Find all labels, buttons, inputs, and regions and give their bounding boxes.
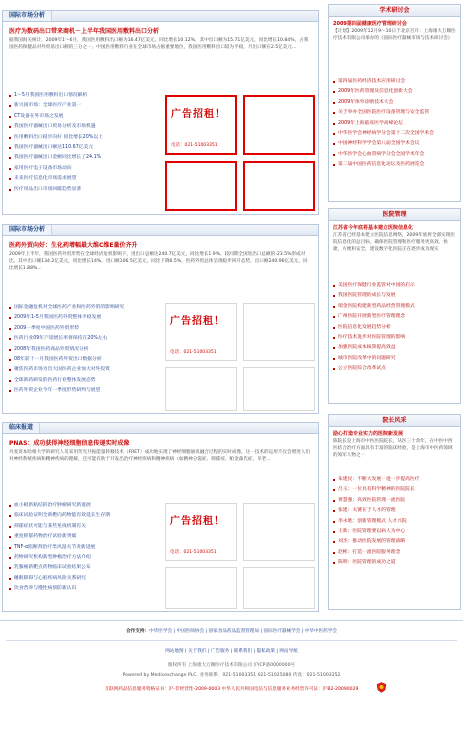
list-item[interactable]: 我国医院管理的成长与发展 [331, 291, 459, 301]
footer-partner-links[interactable]: 中华医学会 | 中国医师协会 | 国家食品药品监督管理局 | 国际医疗器械学会 | 中华中医药学会 [149, 629, 337, 634]
trade-list [7, 303, 157, 397]
list-item[interactable]: 吕玉：一位具有科学精神的医院院长 [331, 485, 459, 495]
clinical-header [3, 423, 318, 434]
list-item[interactable]: 2009年体外诊断技术大会 [331, 98, 459, 108]
market-header [3, 11, 318, 22]
hospital-headline[interactable]: 江苏省今年底将基本建立医院信息化 [333, 225, 414, 231]
list-item[interactable]: 广州医院开展新型医疗管理理念 [331, 312, 459, 322]
trade-headline[interactable]: 医药外贸向好：生化药增幅最大维C维E量价齐升 [9, 242, 138, 249]
hospital-blurb: 江苏省已经基本建立医院信息网络，2009年底将全部实现医院信息化的总目标，确保医院管理和医疗服务更高效、快捷、方便和安全，建设数字化医院正在逐步成为现实 [333, 233, 455, 252]
ad-slot-empty[interactable] [243, 303, 315, 361]
news-headline[interactable]: 2009第四届健康医疗管理研讨会 [333, 21, 407, 27]
clinical-headline[interactable]: PNAS：成功获得神经细胞信息传递实时成像 [9, 440, 130, 447]
list-item[interactable]: 医药行业09年产销增长率将保持在20%左右 [7, 334, 157, 344]
expert-title: 院长风采 [329, 415, 460, 427]
list-item[interactable]: 美国医疗保健行业监管对中国的启示 [331, 281, 459, 291]
ad-slot[interactable] [165, 503, 237, 561]
list-item[interactable]: 重度抑郁药物治疗试验新突破 [7, 532, 157, 542]
list-item[interactable]: 城市医院改革中的问题研究 [331, 354, 459, 364]
ad-slot-empty[interactable] [243, 161, 315, 211]
list-item[interactable]: 赵彬：打造一流医院服务理念 [331, 548, 459, 558]
list-item[interactable]: 临床试验证明全新靶向药物能有效延长生存期 [7, 511, 157, 521]
clinical-list [7, 501, 157, 595]
ad-phone: 电话：021-51003351 [170, 550, 217, 555]
news-title: 学术研讨会 [329, 5, 460, 17]
trade-panel [2, 224, 319, 414]
list-item[interactable]: 睡眠障碍与心脏疾病风险关系研究 [7, 574, 157, 584]
list-item[interactable]: 我国医疗器械出口金额同比增长了24.1% [7, 153, 157, 163]
ad-slot[interactable] [165, 303, 237, 361]
footer-divider [0, 620, 463, 621]
expert-list [331, 475, 459, 569]
ad-slot[interactable] [165, 95, 237, 155]
clinical-panel [2, 422, 319, 612]
list-item[interactable]: 血小板新粘结的治疗肿瘤研究新进展 [7, 501, 157, 511]
list-item[interactable]: 2008年我国医药商品外贸情况分析 [7, 345, 157, 355]
list-item[interactable]: 中国神经科学学会第八届全国学术会议 [331, 139, 459, 149]
footer-links [0, 648, 463, 654]
footer-license: 互联网药品信息服务资格证书：沪-非经营性-2009-0003 中华人民共和国电信与信息服务业务经营许可证：沪B2-20090029 [104, 687, 359, 692]
footer-nav-links[interactable]: 网站地图 | 关于我们 | 广告服务 | 联系我们 | 隐私政策 | 网站导航 [165, 649, 298, 654]
trade-header [3, 225, 318, 236]
list-item[interactable]: CT设备在外市场之发展 [7, 112, 157, 122]
list-item[interactable]: TNF-α阻断剂治疗类风湿关节炎新进展 [7, 543, 157, 553]
list-item[interactable]: 医药外贸企业今年一季度形势研判与展望 [7, 386, 157, 396]
list-item[interactable]: 家用医疗电子设备市场动向 [7, 164, 157, 174]
ad-text: 广告招租！ [170, 516, 225, 527]
ad-slot-empty[interactable] [243, 503, 315, 561]
list-item[interactable]: 第二届中国医药信息化论坛及医药展览会 [331, 160, 459, 170]
news-blurb: 【计划】2009年12月9～10日于北京召开：上海康大万顺医疗技术有限公司承办的《国际医疗器械市场与技术研讨会》 [333, 29, 456, 41]
list-item[interactable]: 中华医学会心血管病学分会全国学术年会 [331, 150, 459, 160]
list-item[interactable]: 我国医疗器械出口额达110.67亿美元 [7, 143, 157, 153]
ad-phone: 电话：021-51003351 [171, 143, 218, 148]
market-list [7, 91, 157, 195]
list-item[interactable]: 关于举办全国医院医疗设备管理与安全监管 [331, 108, 459, 118]
list-item[interactable]: 陈明：医院管理的成功之道 [331, 558, 459, 568]
list-item[interactable]: 瑞金医院构建新型药品经营管理模式 [331, 302, 459, 312]
list-item[interactable]: 医用敷料出口稳步向好 同比增长20%以上 [7, 133, 157, 143]
clinical-title: 临床报道 [3, 423, 40, 433]
footer-partners-label: 合作支持： [126, 629, 150, 634]
market-headline[interactable]: 医疗为数码出口带来商机－上半年我国医用敷料出口分析 [9, 28, 160, 35]
news-list [331, 77, 459, 171]
list-item[interactable]: 聚焦医药市场为旨大国医药企业加大对外投资 [7, 365, 157, 375]
list-item[interactable]: 李永胜：创新管理模式 人才兴院 [331, 517, 459, 527]
list-item[interactable]: 饮食营养与慢性病预防新认识 [7, 584, 157, 594]
expert-headline[interactable]: 励心打造专业实力的医院新发展 [333, 431, 404, 437]
list-item[interactable]: 08年前十一月我国医药外贸出口数据分析 [7, 355, 157, 365]
ad-slot-empty[interactable] [243, 367, 315, 411]
list-item[interactable]: 第四届医药经济技术应用研讨会 [331, 77, 459, 87]
list-item[interactable]: 刘杰：推动医院发展的管理战略 [331, 537, 459, 547]
footer-notice: 版权所有 上海康大万顺医疗技术有限公司 沪ICP备0000000号 [167, 663, 296, 668]
list-item[interactable]: 未来医疗信息化市场需求展望 [7, 174, 157, 184]
list-item[interactable]: 1～5月我国医用敷料出口情况解析 [7, 91, 157, 101]
footer-partners [0, 628, 463, 634]
ad-text: 广告招租！ [170, 316, 225, 327]
list-item[interactable]: 医疗用品出口市场回暖趋势显著 [7, 185, 157, 195]
trade-title: 国际市场分析 [3, 225, 52, 235]
ad-text: 广告招租！ [171, 109, 226, 120]
list-item[interactable]: 黄慧强：高效医院管理一流医院 [331, 496, 459, 506]
ad-slot-empty[interactable] [165, 567, 237, 609]
market-panel [2, 10, 319, 215]
trade-blurb: 2009年上半年，我国医药外贸形势在全球经济危机影响下，进出口总额达240.7亿美元，同比增长1.9%，较同期全国进出口总额的-23.5%形成对比。其中出口额134.2亿美元，同比增长14%，进口额106.5亿美元，同比下降6.5%，医药外贸总体呈现稳步回升态势，出口额240.96亿美元，同比增长1.88%... [9, 252, 308, 271]
market-blurb: 据我国海关统计，2009年1～6月，我国医用敷料出口额为16.47亿美元，同比增长10.12%，其中出口额为15.71亿美元，同比增长10.84%，占我国医药保健品对外贸易出口额的三分之一。中国医用敷料行业在全球市场占据重要地位，我国医用敷料出口较为平稳，月出口额在2.5亿美元... [9, 38, 309, 50]
list-item[interactable]: 中华医学会神经病学分会第十二次全国学术会 [331, 129, 459, 139]
ad-phone: 电话：021-51003351 [170, 350, 217, 355]
list-item[interactable]: 乳腺癌新靶点药物临床试验结果公布 [7, 563, 157, 573]
list-item[interactable]: 2009一季度中国医药外贸形势 [7, 324, 157, 334]
list-item[interactable]: 加强医院成本核算提高效益 [331, 343, 459, 353]
list-item[interactable]: 药物研究机构新型肿瘤治疗方法介绍 [7, 553, 157, 563]
list-item[interactable]: 全球新药研发的医药行业整体发展态势 [7, 376, 157, 386]
list-item[interactable]: 王新：医院管理要以病人为中心 [331, 527, 459, 537]
list-item[interactable]: 新兴国市场：全球医疗产业第一 [7, 101, 157, 111]
ad-slot-empty[interactable] [243, 95, 315, 155]
market-title: 国际市场分析 [3, 11, 52, 21]
list-item[interactable]: 2009年医药管理及信息化创新大会 [331, 87, 459, 97]
ad-slot-empty[interactable] [165, 161, 237, 211]
expert-blurb: 陈院长是上海市中医医院院长，从医三十余年，在中医中西医结合治疗方面具有丰富的临床经验，是上海市中医药领域的领军人物之一 [333, 439, 453, 458]
hospital-list [331, 281, 459, 375]
list-item[interactable]: 国际金融危机对全球医药产业和医药外贸的影响研究 [7, 303, 157, 313]
list-item[interactable]: 医疗技术进步对医院管理的影响 [331, 333, 459, 343]
list-item[interactable]: 朱建民：不断大发展一进一步提高医疗 [331, 475, 459, 485]
list-item[interactable]: 医院信息化发展趋势分析 [331, 323, 459, 333]
clinical-blurb: 丹麦哥本哈根大学的研究人员采用荧光共振能量转移技术（FRET）成功地实现了神经细胞通讯融合过程的实时成像。这一技术的运用不仅会增进人们对神经系统疾病和精神疾病的理解，还可能有助于开发出治疗神经疾病和精神疾病（如精神分裂症、抑郁症、帕金森氏症、早老... [9, 450, 310, 462]
hospital-title: 医院管理 [329, 209, 460, 221]
hospital-panel [328, 208, 461, 404]
list-item[interactable]: 2009年1-5月我国医药外贸整体平稳发展 [7, 313, 157, 323]
news-panel [328, 4, 461, 202]
list-item[interactable]: 抑郁症状可能与某些免疫机制有关 [7, 522, 157, 532]
footer-powered: Powered by Medicexchange PLC. 业务联系：021-51003351 021-51025080 传真：021-51003352 [122, 673, 341, 678]
police-badge-icon[interactable] [376, 682, 387, 693]
ad-slot-empty[interactable] [165, 367, 237, 411]
expert-panel [328, 414, 461, 610]
footer-bar [6, 640, 457, 641]
ad-slot-empty[interactable] [243, 567, 315, 609]
list-item[interactable]: 2009年上海临床医学高峰论坛 [331, 119, 459, 129]
list-item[interactable]: 我国医疗器械出口贸易分析及市场机遇 [7, 122, 157, 132]
list-item[interactable]: 公立医院综合改革试点 [331, 364, 459, 374]
list-item[interactable]: 张建：关键在于人才的管理 [331, 506, 459, 516]
